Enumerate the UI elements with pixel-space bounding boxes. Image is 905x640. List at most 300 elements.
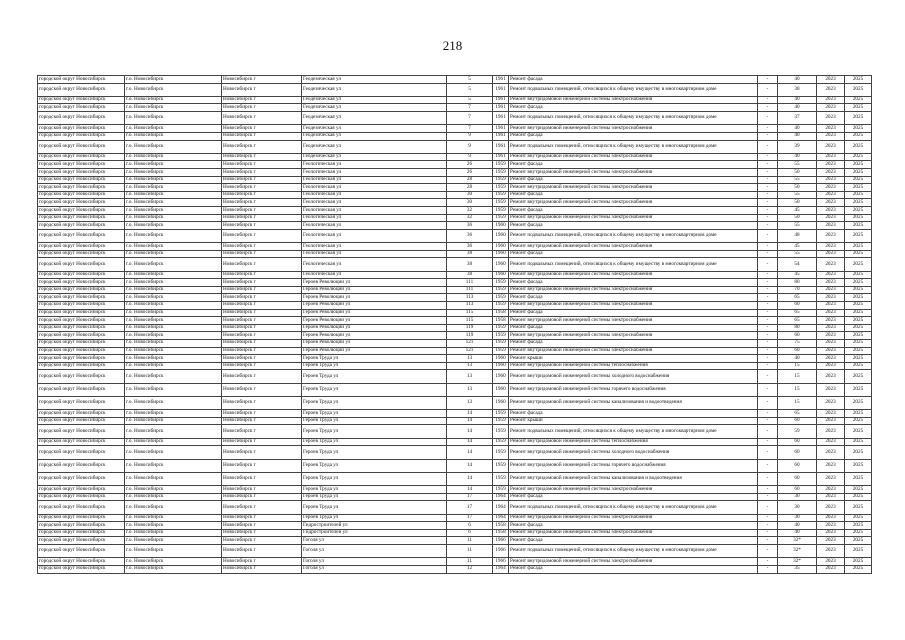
cell-start: 2023 bbox=[817, 545, 845, 558]
cell-district: городской округ Новосибирск bbox=[38, 347, 125, 355]
cell-end: 2025 bbox=[845, 347, 872, 355]
cell-year: 1961 bbox=[493, 104, 509, 112]
cell-house: 111 bbox=[447, 286, 493, 294]
cell-house: 119 bbox=[447, 324, 493, 332]
table-row bbox=[38, 161, 872, 169]
cell-street: Геологическая ул bbox=[302, 250, 447, 258]
cell-district: городской округ Новосибирск bbox=[38, 438, 125, 446]
cell-house: 14 bbox=[447, 486, 493, 494]
cell-city_full: г.о. Новосибирск bbox=[125, 514, 222, 522]
cell-dash: - bbox=[758, 446, 778, 459]
table-row bbox=[38, 83, 872, 96]
cell-start: 2023 bbox=[817, 324, 845, 332]
cell-work: Ремонт фасада bbox=[509, 537, 758, 545]
cell-year: 1959 bbox=[493, 294, 509, 302]
cell-start: 2023 bbox=[817, 417, 845, 425]
table-row bbox=[38, 258, 872, 271]
cell-area: 32* bbox=[778, 537, 817, 545]
cell-start: 2023 bbox=[817, 493, 845, 501]
cell-end: 2025 bbox=[845, 339, 872, 347]
cell-end: 2025 bbox=[845, 537, 872, 545]
cell-district: городской округ Новосибирск bbox=[38, 207, 125, 215]
cell-city: Новосибирск г bbox=[222, 161, 302, 169]
table-row bbox=[38, 229, 872, 242]
table-row bbox=[38, 176, 872, 184]
cell-end: 2025 bbox=[845, 522, 872, 530]
cell-city_full: г.о. Новосибирск bbox=[125, 565, 222, 573]
cell-street: Геодезическая ул bbox=[302, 83, 447, 96]
cell-work: Ремонт фасада bbox=[509, 565, 758, 573]
cell-street: Геодезическая ул bbox=[302, 76, 447, 84]
cell-district: городской округ Новосибирск bbox=[38, 229, 125, 242]
cell-area: 55 bbox=[778, 161, 817, 169]
cell-start: 2023 bbox=[817, 459, 845, 472]
cell-house: 119 bbox=[447, 332, 493, 340]
cell-end: 2025 bbox=[845, 125, 872, 133]
cell-start: 2023 bbox=[817, 176, 845, 184]
cell-start: 2023 bbox=[817, 286, 845, 294]
cell-district: городской округ Новосибирск bbox=[38, 501, 125, 514]
cell-city_full: г.о. Новосибирск bbox=[125, 332, 222, 340]
cell-area: 60 bbox=[778, 417, 817, 425]
cell-end: 2025 bbox=[845, 438, 872, 446]
cell-work: Ремонт подвальных помещений, относящихся к общему имуществу в многоквартирном доме bbox=[509, 140, 758, 153]
cell-start: 2023 bbox=[817, 317, 845, 325]
cell-dash: - bbox=[758, 355, 778, 363]
cell-work: Ремонт крыши bbox=[509, 355, 758, 363]
cell-city: Новосибирск г bbox=[222, 112, 302, 125]
cell-city: Новосибирск г bbox=[222, 222, 302, 230]
table-row bbox=[38, 347, 872, 355]
cell-house: 113 bbox=[447, 294, 493, 302]
cell-dash: - bbox=[758, 169, 778, 177]
cell-district: городской округ Новосибирск bbox=[38, 362, 125, 370]
cell-year: 1959 bbox=[493, 425, 509, 438]
cell-work: Ремонт фасада bbox=[509, 250, 758, 258]
cell-work: Ремонт подвальных помещений, относящихся к общему имуществу в многоквартирном доме bbox=[509, 545, 758, 558]
cell-year: 1960 bbox=[493, 250, 509, 258]
cell-start: 2023 bbox=[817, 370, 845, 383]
cell-area: 55 bbox=[778, 222, 817, 230]
cell-dash: - bbox=[758, 112, 778, 125]
cell-city_full: г.о. Новосибирск bbox=[125, 446, 222, 459]
cell-end: 2025 bbox=[845, 140, 872, 153]
cell-year: 1961 bbox=[493, 153, 509, 161]
cell-area: 80 bbox=[778, 324, 817, 332]
cell-house: 11 bbox=[447, 537, 493, 545]
cell-street: Героев Труда ул bbox=[302, 370, 447, 383]
cell-work: Ремонт фасада bbox=[509, 410, 758, 418]
cell-end: 2025 bbox=[845, 207, 872, 215]
cell-end: 2025 bbox=[845, 191, 872, 199]
cell-district: городской округ Новосибирск bbox=[38, 545, 125, 558]
cell-area: 80 bbox=[778, 279, 817, 287]
cell-district: городской округ Новосибирск bbox=[38, 125, 125, 133]
cell-city: Новосибирск г bbox=[222, 339, 302, 347]
cell-district: городской округ Новосибирск bbox=[38, 459, 125, 472]
table-row bbox=[38, 545, 872, 558]
table-row bbox=[38, 355, 872, 363]
cell-house: 115 bbox=[447, 317, 493, 325]
cell-area: 60 bbox=[778, 459, 817, 472]
cell-district: городской округ Новосибирск bbox=[38, 537, 125, 545]
cell-end: 2025 bbox=[845, 76, 872, 84]
cell-dash: - bbox=[758, 537, 778, 545]
cell-street: Геодезическая ул bbox=[302, 153, 447, 161]
cell-street: Героев Труда ул bbox=[302, 362, 447, 370]
cell-city: Новосибирск г bbox=[222, 425, 302, 438]
cell-end: 2025 bbox=[845, 410, 872, 418]
cell-dash: - bbox=[758, 271, 778, 279]
cell-work: Ремонт фасада bbox=[509, 104, 758, 112]
cell-street: Героев Труда ул bbox=[302, 383, 447, 396]
cell-end: 2025 bbox=[845, 184, 872, 192]
cell-house: 26 bbox=[447, 169, 493, 177]
cell-year: 1959 bbox=[493, 301, 509, 309]
cell-street: Геологическая ул bbox=[302, 214, 447, 222]
cell-end: 2025 bbox=[845, 545, 872, 558]
cell-house: 30 bbox=[447, 199, 493, 207]
cell-area: 60 bbox=[778, 446, 817, 459]
cell-work: Ремонт внутридомовой инженерной системы электроснабжения bbox=[509, 514, 758, 522]
cell-city: Новосибирск г bbox=[222, 370, 302, 383]
table-row bbox=[38, 125, 872, 133]
cell-end: 2025 bbox=[845, 279, 872, 287]
cell-work: Ремонт подвальных помещений, относящихся к общему имуществу в многоквартирном доме bbox=[509, 229, 758, 242]
cell-house: 6 bbox=[447, 522, 493, 530]
cell-city: Новосибирск г bbox=[222, 410, 302, 418]
cell-dash: - bbox=[758, 191, 778, 199]
cell-start: 2023 bbox=[817, 301, 845, 309]
cell-area: 60 bbox=[778, 347, 817, 355]
cell-street: Героев Труда ул bbox=[302, 472, 447, 485]
cell-street: Гоголя ул bbox=[302, 545, 447, 558]
cell-start: 2023 bbox=[817, 214, 845, 222]
cell-city: Новосибирск г bbox=[222, 199, 302, 207]
table-row bbox=[38, 279, 872, 287]
cell-city: Новосибирск г bbox=[222, 565, 302, 573]
cell-end: 2025 bbox=[845, 514, 872, 522]
cell-district: городской округ Новосибирск bbox=[38, 96, 125, 104]
cell-dash: - bbox=[758, 309, 778, 317]
table-row bbox=[38, 383, 872, 396]
cell-area: 45 bbox=[778, 271, 817, 279]
table-row bbox=[38, 250, 872, 258]
cell-work: Ремонт внутридомовой инженерной системы электроснабжения bbox=[509, 317, 758, 325]
cell-year: 1964 bbox=[493, 493, 509, 501]
cell-end: 2025 bbox=[845, 112, 872, 125]
cell-year: 1961 bbox=[493, 112, 509, 125]
cell-street: Гоголя ул bbox=[302, 558, 447, 566]
cell-work: Ремонт внутридомовой инженерной системы электроснабжения bbox=[509, 347, 758, 355]
cell-house: 5 bbox=[447, 76, 493, 84]
cell-street: Геологическая ул bbox=[302, 258, 447, 271]
cell-start: 2023 bbox=[817, 514, 845, 522]
cell-house: 30 bbox=[447, 191, 493, 199]
cell-dash: - bbox=[758, 438, 778, 446]
cell-dash: - bbox=[758, 161, 778, 169]
cell-start: 2023 bbox=[817, 472, 845, 485]
cell-city_full: г.о. Новосибирск bbox=[125, 214, 222, 222]
cell-city: Новосибирск г bbox=[222, 140, 302, 153]
cell-street: Геологическая ул bbox=[302, 169, 447, 177]
cell-street: Героев Труда ул bbox=[302, 410, 447, 418]
cell-start: 2023 bbox=[817, 486, 845, 494]
cell-city: Новосибирск г bbox=[222, 176, 302, 184]
cell-street: Героев Революции ул bbox=[302, 332, 447, 340]
cell-district: городской округ Новосибирск bbox=[38, 522, 125, 530]
table-row bbox=[38, 425, 872, 438]
cell-area: 40 bbox=[778, 125, 817, 133]
cell-work: Ремонт подвальных помещений, относящихся к общему имуществу в многоквартирном доме bbox=[509, 258, 758, 271]
cell-city_full: г.о. Новосибирск bbox=[125, 425, 222, 438]
cell-year: 1960 bbox=[493, 396, 509, 409]
table-row bbox=[38, 370, 872, 383]
table-row bbox=[38, 301, 872, 309]
cell-year: 1960 bbox=[493, 362, 509, 370]
cell-year: 1959 bbox=[493, 214, 509, 222]
cell-city_full: г.о. Новосибирск bbox=[125, 355, 222, 363]
cell-year: 1959 bbox=[493, 207, 509, 215]
cell-district: городской округ Новосибирск bbox=[38, 324, 125, 332]
cell-end: 2025 bbox=[845, 222, 872, 230]
cell-city: Новосибирск г bbox=[222, 529, 302, 537]
cell-work: Ремонт фасада bbox=[509, 176, 758, 184]
cell-year: 1959 bbox=[493, 472, 509, 485]
cell-street: Геологическая ул bbox=[302, 184, 447, 192]
cell-city_full: г.о. Новосибирск bbox=[125, 222, 222, 230]
cell-city: Новосибирск г bbox=[222, 438, 302, 446]
cell-dash: - bbox=[758, 383, 778, 396]
cell-start: 2023 bbox=[817, 184, 845, 192]
cell-area: 38 bbox=[778, 83, 817, 96]
cell-year: 1959 bbox=[493, 459, 509, 472]
cell-street: Героев Революции ул bbox=[302, 286, 447, 294]
cell-work: Ремонт внутридомовой инженерной системы электроснабжения bbox=[509, 184, 758, 192]
cell-end: 2025 bbox=[845, 459, 872, 472]
cell-start: 2023 bbox=[817, 294, 845, 302]
cell-street: Геологическая ул bbox=[302, 207, 447, 215]
cell-street: Героев Труда ул bbox=[302, 417, 447, 425]
cell-dash: - bbox=[758, 153, 778, 161]
cell-work: Ремонт фасада bbox=[509, 294, 758, 302]
cell-end: 2025 bbox=[845, 229, 872, 242]
cell-end: 2025 bbox=[845, 153, 872, 161]
cell-work: Ремонт внутридомовой инженерной системы электроснабжения bbox=[509, 486, 758, 494]
cell-dash: - bbox=[758, 104, 778, 112]
cell-dash: - bbox=[758, 493, 778, 501]
cell-house: 14 bbox=[447, 446, 493, 459]
cell-city: Новосибирск г bbox=[222, 383, 302, 396]
cell-city_full: г.о. Новосибирск bbox=[125, 472, 222, 485]
cell-street: Героев Революции ул bbox=[302, 309, 447, 317]
cell-start: 2023 bbox=[817, 258, 845, 271]
cell-end: 2025 bbox=[845, 243, 872, 251]
cell-district: городской округ Новосибирск bbox=[38, 279, 125, 287]
cell-start: 2023 bbox=[817, 96, 845, 104]
table-row bbox=[38, 214, 872, 222]
cell-start: 2023 bbox=[817, 104, 845, 112]
cell-district: городской округ Новосибирск bbox=[38, 140, 125, 153]
cell-area: 32* bbox=[778, 558, 817, 566]
cell-start: 2023 bbox=[817, 438, 845, 446]
cell-district: городской округ Новосибирск bbox=[38, 565, 125, 573]
cell-area: 50 bbox=[778, 169, 817, 177]
cell-end: 2025 bbox=[845, 446, 872, 459]
cell-district: городской округ Новосибирск bbox=[38, 410, 125, 418]
cell-work: Ремонт внутридомовой инженерной системы электроснабжения bbox=[509, 286, 758, 294]
cell-end: 2025 bbox=[845, 258, 872, 271]
cell-city: Новосибирск г bbox=[222, 169, 302, 177]
cell-work: Ремонт фасада bbox=[509, 132, 758, 140]
cell-city_full: г.о. Новосибирск bbox=[125, 438, 222, 446]
cell-city_full: г.о. Новосибирск bbox=[125, 529, 222, 537]
cell-area: 45 bbox=[778, 243, 817, 251]
cell-end: 2025 bbox=[845, 286, 872, 294]
cell-year: 1959 bbox=[493, 161, 509, 169]
cell-city: Новосибирск г bbox=[222, 317, 302, 325]
cell-dash: - bbox=[758, 529, 778, 537]
cell-work: Ремонт крыши bbox=[509, 417, 758, 425]
cell-end: 2025 bbox=[845, 362, 872, 370]
cell-city_full: г.о. Новосибирск bbox=[125, 362, 222, 370]
cell-dash: - bbox=[758, 362, 778, 370]
cell-year: 1960 bbox=[493, 258, 509, 271]
cell-house: 115 bbox=[447, 309, 493, 317]
table-row bbox=[38, 362, 872, 370]
cell-house: 14 bbox=[447, 410, 493, 418]
cell-start: 2023 bbox=[817, 229, 845, 242]
cell-area: 60 bbox=[778, 438, 817, 446]
table-row bbox=[38, 565, 872, 573]
cell-end: 2025 bbox=[845, 176, 872, 184]
cell-district: городской округ Новосибирск bbox=[38, 112, 125, 125]
cell-end: 2025 bbox=[845, 501, 872, 514]
cell-house: 13 bbox=[447, 383, 493, 396]
cell-city_full: г.о. Новосибирск bbox=[125, 83, 222, 96]
cell-city: Новосибирск г bbox=[222, 355, 302, 363]
cell-year: 1964 bbox=[493, 565, 509, 573]
cell-city_full: г.о. Новосибирск bbox=[125, 396, 222, 409]
cell-city_full: г.о. Новосибирск bbox=[125, 250, 222, 258]
cell-house: 32 bbox=[447, 214, 493, 222]
cell-district: городской округ Новосибирск bbox=[38, 396, 125, 409]
cell-end: 2025 bbox=[845, 250, 872, 258]
table-row bbox=[38, 294, 872, 302]
cell-house: 13 bbox=[447, 355, 493, 363]
cell-dash: - bbox=[758, 294, 778, 302]
cell-house: 36 bbox=[447, 229, 493, 242]
cell-start: 2023 bbox=[817, 522, 845, 530]
cell-dash: - bbox=[758, 243, 778, 251]
cell-start: 2023 bbox=[817, 222, 845, 230]
cell-district: городской округ Новосибирск bbox=[38, 339, 125, 347]
cell-street: Геологическая ул bbox=[302, 161, 447, 169]
cell-house: 121 bbox=[447, 339, 493, 347]
cell-city_full: г.о. Новосибирск bbox=[125, 309, 222, 317]
cell-city: Новосибирск г bbox=[222, 332, 302, 340]
cell-city_full: г.о. Новосибирск bbox=[125, 286, 222, 294]
cell-house: 6 bbox=[447, 529, 493, 537]
table-row bbox=[38, 410, 872, 418]
cell-area: 30 bbox=[778, 514, 817, 522]
cell-city_full: г.о. Новосибирск bbox=[125, 522, 222, 530]
cell-house: 14 bbox=[447, 417, 493, 425]
cell-work: Ремонт внутридомовой инженерной системы электроснабжения bbox=[509, 243, 758, 251]
cell-area: 65 bbox=[778, 309, 817, 317]
cell-house: 14 bbox=[447, 459, 493, 472]
cell-district: городской округ Новосибирск bbox=[38, 514, 125, 522]
table-row bbox=[38, 153, 872, 161]
cell-start: 2023 bbox=[817, 161, 845, 169]
cell-dash: - bbox=[758, 279, 778, 287]
cell-house: 13 bbox=[447, 362, 493, 370]
cell-start: 2023 bbox=[817, 83, 845, 96]
cell-city_full: г.о. Новосибирск bbox=[125, 199, 222, 207]
cell-city_full: г.о. Новосибирск bbox=[125, 459, 222, 472]
cell-work: Ремонт внутридомовой инженерной системы электроснабжения bbox=[509, 529, 758, 537]
cell-dash: - bbox=[758, 96, 778, 104]
cell-dash: - bbox=[758, 229, 778, 242]
cell-street: Геодезическая ул bbox=[302, 96, 447, 104]
cell-end: 2025 bbox=[845, 199, 872, 207]
cell-year: 1959 bbox=[493, 286, 509, 294]
cell-dash: - bbox=[758, 286, 778, 294]
table-row bbox=[38, 286, 872, 294]
cell-city: Новосибирск г bbox=[222, 153, 302, 161]
cell-city_full: г.о. Новосибирск bbox=[125, 125, 222, 133]
cell-house: 5 bbox=[447, 83, 493, 96]
cell-start: 2023 bbox=[817, 140, 845, 153]
cell-district: городской округ Новосибирск bbox=[38, 199, 125, 207]
cell-area: 65 bbox=[778, 317, 817, 325]
cell-work: Ремонт фасада bbox=[509, 207, 758, 215]
table-row bbox=[38, 472, 872, 485]
cell-year: 1959 bbox=[493, 199, 509, 207]
page-number: 218 bbox=[442, 38, 463, 53]
table-row bbox=[38, 222, 872, 230]
cell-city: Новосибирск г bbox=[222, 324, 302, 332]
cell-start: 2023 bbox=[817, 153, 845, 161]
cell-city: Новосибирск г bbox=[222, 214, 302, 222]
cell-city: Новосибирск г bbox=[222, 243, 302, 251]
cell-year: 1960 bbox=[493, 229, 509, 242]
cell-district: городской округ Новосибирск bbox=[38, 176, 125, 184]
cell-end: 2025 bbox=[845, 104, 872, 112]
cell-house: 14 bbox=[447, 472, 493, 485]
cell-dash: - bbox=[758, 222, 778, 230]
cell-start: 2023 bbox=[817, 76, 845, 84]
cell-district: городской округ Новосибирск bbox=[38, 417, 125, 425]
cell-city: Новосибирск г bbox=[222, 459, 302, 472]
cell-area: 54 bbox=[778, 258, 817, 271]
cell-street: Героев Труда ул bbox=[302, 396, 447, 409]
cell-work: Ремонт фасада bbox=[509, 339, 758, 347]
cell-street: Героев Революции ул bbox=[302, 279, 447, 287]
cell-city_full: г.о. Новосибирск bbox=[125, 486, 222, 494]
cell-work: Ремонт фасада bbox=[509, 222, 758, 230]
cell-district: городской округ Новосибирск bbox=[38, 294, 125, 302]
cell-city_full: г.о. Новосибирск bbox=[125, 207, 222, 215]
table-row bbox=[38, 76, 872, 84]
cell-year: 1960 bbox=[493, 243, 509, 251]
table-body bbox=[38, 76, 872, 574]
table-row bbox=[38, 132, 872, 140]
table-row bbox=[38, 309, 872, 317]
cell-city_full: г.о. Новосибирск bbox=[125, 370, 222, 383]
cell-area: 55 bbox=[778, 176, 817, 184]
table-row bbox=[38, 446, 872, 459]
